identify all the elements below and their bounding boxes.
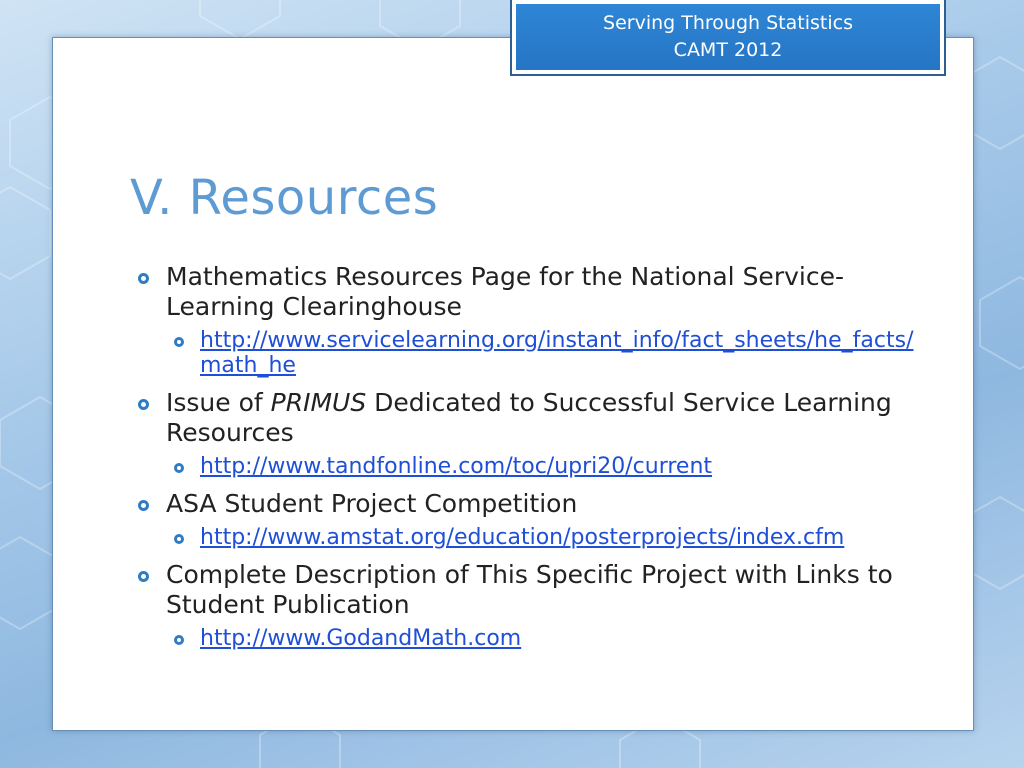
circle-bullet-icon (174, 635, 184, 645)
sub-bullet-item-1 (134, 328, 924, 378)
link-amstat[interactable]: http://www.amstat.org/education/posterprojects/index.cfm (200, 525, 845, 550)
circle-bullet-icon (138, 500, 149, 511)
link-godandmath[interactable]: http://www.GodandMath.com (200, 626, 522, 651)
header-line-2: CAMT 2012 (673, 39, 783, 61)
bullet-item-1 (134, 262, 924, 322)
sub-bullet-item-3 (134, 525, 924, 550)
bullet-text-4: Complete Description of This Specific Project with Links to Student Publication (166, 560, 893, 619)
circle-bullet-icon (174, 534, 184, 544)
slide-title: V. Resources (130, 170, 439, 226)
header-line-1: Serving Through Statistics (603, 12, 853, 34)
bullet-text-1: Mathematics Resources Page for the National Service-Learning Clearinghouse (166, 262, 844, 321)
bullet-text-3: ASA Student Project Competition (166, 489, 578, 518)
bullet-text-2-italic: PRIMUS (270, 388, 367, 417)
bullet-text-2-after: Dedicated to Successful Service Learning Resources (166, 388, 892, 447)
circle-bullet-icon (174, 463, 184, 473)
bullet-item-2 (134, 388, 924, 448)
link-servicelearning[interactable]: http://www.servicelearning.org/instant_info/fact_sheets/he_facts/math_he (200, 328, 914, 378)
circle-bullet-icon (174, 337, 184, 347)
bullet-item-3 (134, 489, 924, 519)
bullet-text-2-before: Issue of (166, 388, 271, 417)
header-banner (510, 0, 946, 76)
circle-bullet-icon (138, 273, 149, 284)
sub-bullet-item-4 (134, 626, 924, 651)
sub-bullet-item-2 (134, 454, 924, 479)
bullet-item-4 (134, 560, 924, 620)
circle-bullet-icon (138, 571, 149, 582)
link-tandfonline[interactable]: http://www.tandfonline.com/toc/upri20/current (200, 454, 713, 479)
header-banner-inner (516, 4, 940, 70)
circle-bullet-icon (138, 399, 149, 410)
bullet-list (134, 262, 924, 661)
